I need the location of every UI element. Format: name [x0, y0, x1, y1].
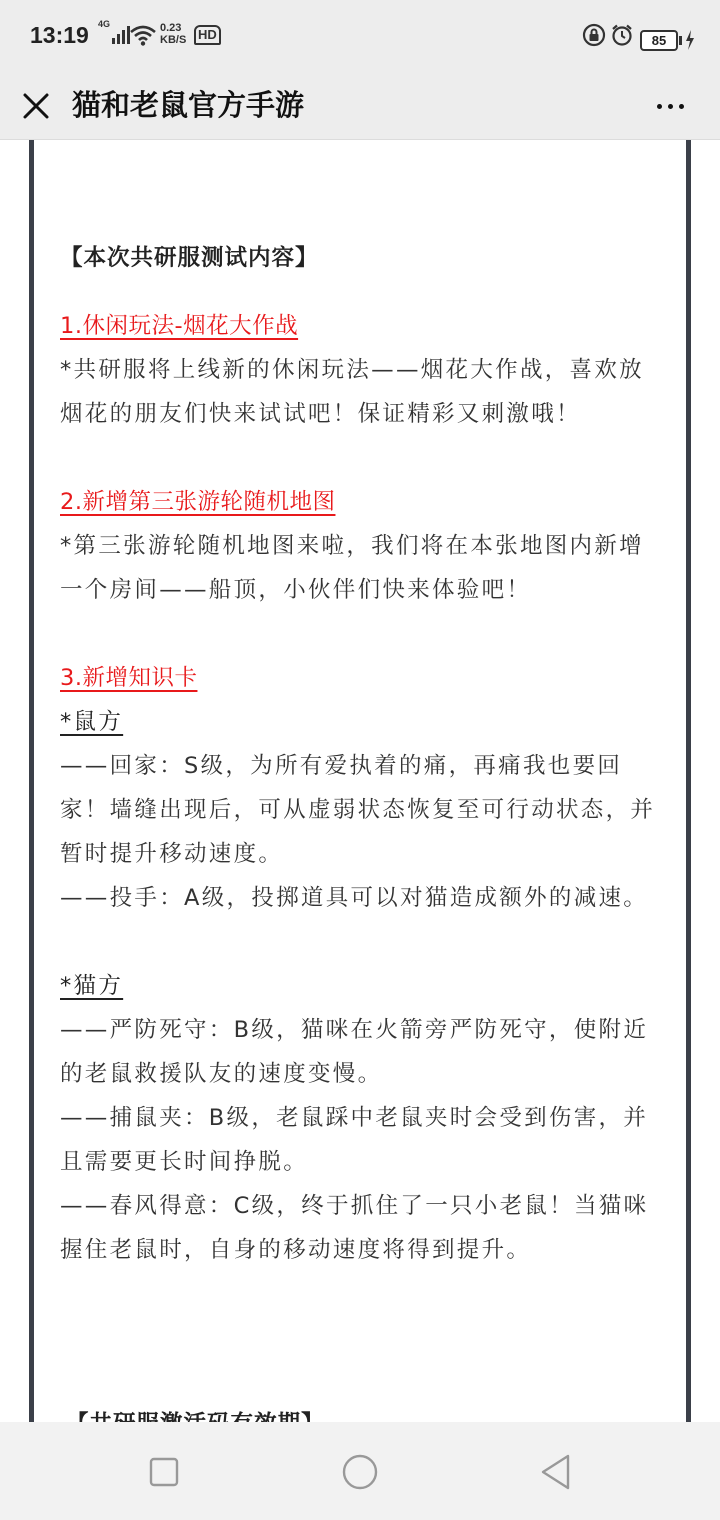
- close-button[interactable]: [18, 84, 54, 128]
- hd-label: HD: [194, 25, 221, 45]
- alarm-icon: [610, 20, 634, 50]
- close-icon: [22, 92, 50, 120]
- home-button[interactable]: [340, 1452, 380, 1492]
- mouse-side-label: *鼠方: [60, 709, 124, 735]
- article-content: [60, 236, 660, 1272]
- mouse-card-line: ——投手：A级，投掷道具可以对猫造成额外的减速。: [60, 885, 649, 911]
- net-speed-value: 0.23: [160, 22, 182, 34]
- app-header: [0, 74, 720, 140]
- back-icon: [539, 1453, 573, 1491]
- charging-bolt-icon: [685, 30, 695, 50]
- recent-apps-button[interactable]: [144, 1452, 184, 1492]
- cat-card-line: ——捕鼠夹：B级，老鼠踩中老鼠夹时会受到伤害，并且需要更长时间挣脱。: [60, 1105, 649, 1175]
- wifi-icon: [130, 20, 156, 50]
- battery-icon: [640, 25, 695, 55]
- item3-heading: 3.新增知识卡: [60, 665, 198, 691]
- item1-body: *共研服将上线新的休闲玩法——烟花大作战，喜欢放烟花的朋友们快来试试吧！保证精彩又刺激哦！: [60, 357, 644, 427]
- status-time: 13:19: [30, 22, 89, 48]
- more-options-button[interactable]: [650, 86, 690, 126]
- home-icon: [341, 1453, 379, 1491]
- net-speed-indicator: [160, 22, 186, 52]
- mouse-card-line: ——回家：S级，为所有爱执着的痛，再痛我也要回家！墙缝出现后，可从虚弱状态恢复至可行动状态，并暂时提升移动速度。: [60, 753, 656, 867]
- item2-heading: 2.新增第三张游轮随机地图: [60, 489, 336, 515]
- item1-heading: 1.休闲玩法-烟花大作战: [60, 313, 299, 339]
- back-button[interactable]: [536, 1452, 576, 1492]
- cellular-signal-icon: [98, 20, 130, 50]
- recent-apps-icon: [148, 1456, 180, 1488]
- net-speed-unit: KB/S: [160, 34, 187, 46]
- section-title: 【本次共研服测试内容】: [60, 245, 319, 271]
- cat-side-label: *猫方: [60, 973, 124, 999]
- page-title: 猫和老鼠官方手游: [72, 88, 305, 122]
- hd-voice-icon: [194, 20, 221, 50]
- more-horizontal-icon: [657, 104, 662, 109]
- cat-card-line: ——严防死守：B级，猫咪在火箭旁严防死守，使附近的老鼠救援队友的速度变慢。: [60, 1017, 649, 1087]
- cat-card-line: ——春风得意：C级，终于抓住了一只小老鼠！当猫咪握住老鼠时，自身的移动速度将得到提升。: [60, 1193, 649, 1263]
- network-type-label: 4G: [98, 19, 111, 29]
- item2-body: *第三张游轮随机地图来啦，我们将在本张地图内新增一个房间——船顶，小伙伴们快来体验吧！: [60, 533, 644, 603]
- status-bar: [0, 0, 720, 74]
- system-nav-bar: [0, 1422, 720, 1520]
- rotation-lock-icon: [582, 20, 606, 50]
- battery-level: 85: [651, 32, 667, 48]
